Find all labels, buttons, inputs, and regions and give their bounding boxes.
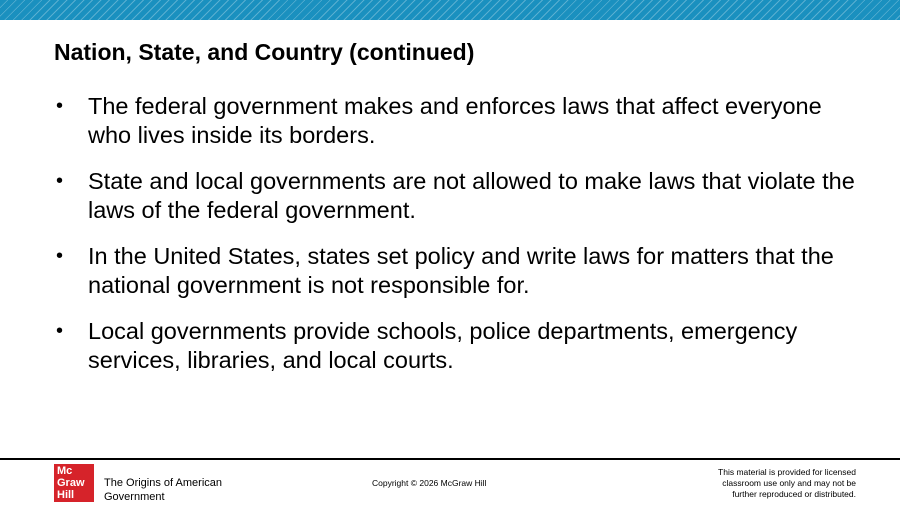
- bullet-glyph: •: [56, 95, 64, 117]
- bullet-text: The federal government makes and enforces laws that affect everyone who lives inside its borders.: [88, 93, 822, 148]
- bullet-text: Local governments provide schools, police departments, emergency services, libraries, and local courts.: [88, 318, 798, 373]
- top-decorative-band: [0, 0, 900, 20]
- logo-line: Mc: [57, 465, 73, 477]
- bullet-item: [54, 167, 864, 225]
- license-line: classroom use only and may not be: [722, 478, 856, 488]
- bullet-list: [54, 92, 864, 392]
- logo-line: Hill: [57, 489, 75, 501]
- logo-line: Graw: [57, 477, 85, 489]
- copyright-notice: Copyright © 2026 McGraw Hill: [372, 478, 487, 488]
- bullet-glyph: •: [56, 320, 64, 342]
- bullet-item: [54, 242, 864, 300]
- license-line: This material is provided for licensed: [718, 467, 856, 477]
- mcgraw-hill-logo: [54, 464, 94, 502]
- footer-divider: [0, 458, 900, 460]
- license-line: further reproduced or distributed.: [732, 489, 856, 499]
- bullet-text: In the United States, states set policy and write laws for matters that the national government is not responsible for.: [88, 243, 834, 298]
- bullet-item: [54, 317, 864, 375]
- bullet-text: State and local governments are not allowed to make laws that violate the laws of the federal government.: [88, 168, 855, 223]
- course-title: The Origins of American Government: [104, 477, 222, 503]
- bullet-glyph: •: [56, 170, 64, 192]
- bullet-glyph: •: [56, 245, 64, 267]
- bullet-item: [54, 92, 864, 150]
- slide-title: Nation, State, and Country (continued): [54, 39, 475, 65]
- license-notice: [656, 467, 856, 500]
